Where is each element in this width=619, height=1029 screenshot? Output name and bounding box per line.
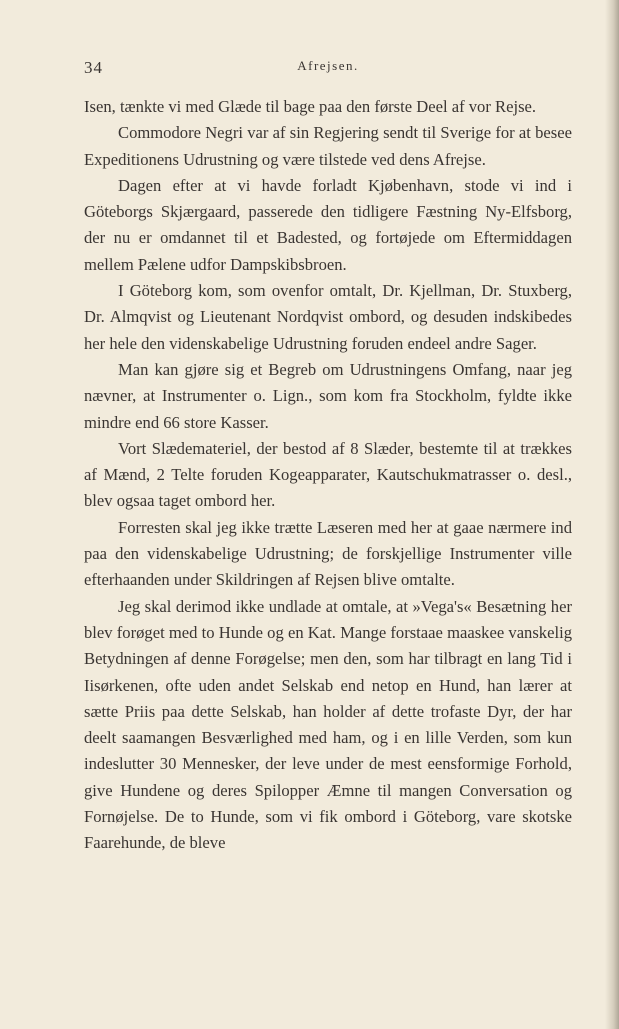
- paragraph: I Göteborg kom, som ovenfor omtalt, Dr. Kjellman, Dr. Stuxberg, Dr. Almqvist og Lieutenant Nordqvist ombord, og desuden indskibedes her hele den videnskabelige Udrustning foruden endeel andre Sager.: [84, 281, 572, 353]
- body-text: [84, 94, 572, 857]
- page-header: [84, 58, 572, 80]
- page-number: 34: [84, 58, 103, 77]
- paragraph: Isen, tænkte vi med Glæde til bage paa den første Deel af vor Rejse.: [84, 97, 537, 116]
- page-edge-shadow: [605, 0, 619, 1029]
- paragraph: Jeg skal derimod ikke undlade at omtale, at »Vega's« Besætning her blev forøget med to Hunde og en Kat. Mange forstaae maaskee vanskelig Betydningen af denne Forøgelse; men den, som har tilbragt en lang Tid i Iisørkenen, ofte uden andet Selskab end netop en Hund, han lærer at sætte Priis paa dette Selskab, han holder af dette trofaste Dyr, der har deelt saamangen Besværlighed med ham, og i en lille Verden, som kun indeslutter 30 Mennesker, der leve under de mest eensformige Forhold, give Hundene og deres Spilopper Æmne til mangen Conversation og Fornøjelse. De to Hunde, som vi fik ombord i Göteborg, vare skotske Faarehunde, de bleve: [84, 596, 572, 853]
- paragraph: Forresten skal jeg ikke trætte Læseren med her at gaae nærmere ind paa den videnskabelige Udrustning; de forskjellige Instrumenter ville efterhaanden under Skildringen af Rejsen blive omtalte.: [84, 517, 572, 590]
- paragraph: Vort Slædemateriel, der bestod af 8 Slæder, bestemte til at trækkes af Mænd, 2 Telte foruden Kogeapparater, Kautschukmatrasser o. desl., blev ogsaa taget ombord her.: [84, 438, 572, 511]
- paragraph: Commodore Negri var af sin Regjering sendt til Sverige for at besee Expeditionens Udrustning og være tilstede ved dens Afrejse.: [84, 123, 572, 169]
- paragraph: Man kan gjøre sig et Begreb om Udrustningens Omfang, naar jeg nævner, at Instrumenter o. Lign., som kom fra Stockholm, fyldte ikke mindre end 66 store Kasser.: [84, 359, 572, 432]
- paragraph: Dagen efter at vi havde forladt Kjøbenhavn, stode vi ind i Göteborgs Skjærgaard, passerede den tidligere Fæstning Ny-Elfsborg, der nu er omdannet til et Badested, og fortøjede om Eftermiddagen mellem Pælene udfor Dampskibsbroen.: [84, 175, 572, 274]
- running-head: Afrejsen.: [297, 58, 359, 73]
